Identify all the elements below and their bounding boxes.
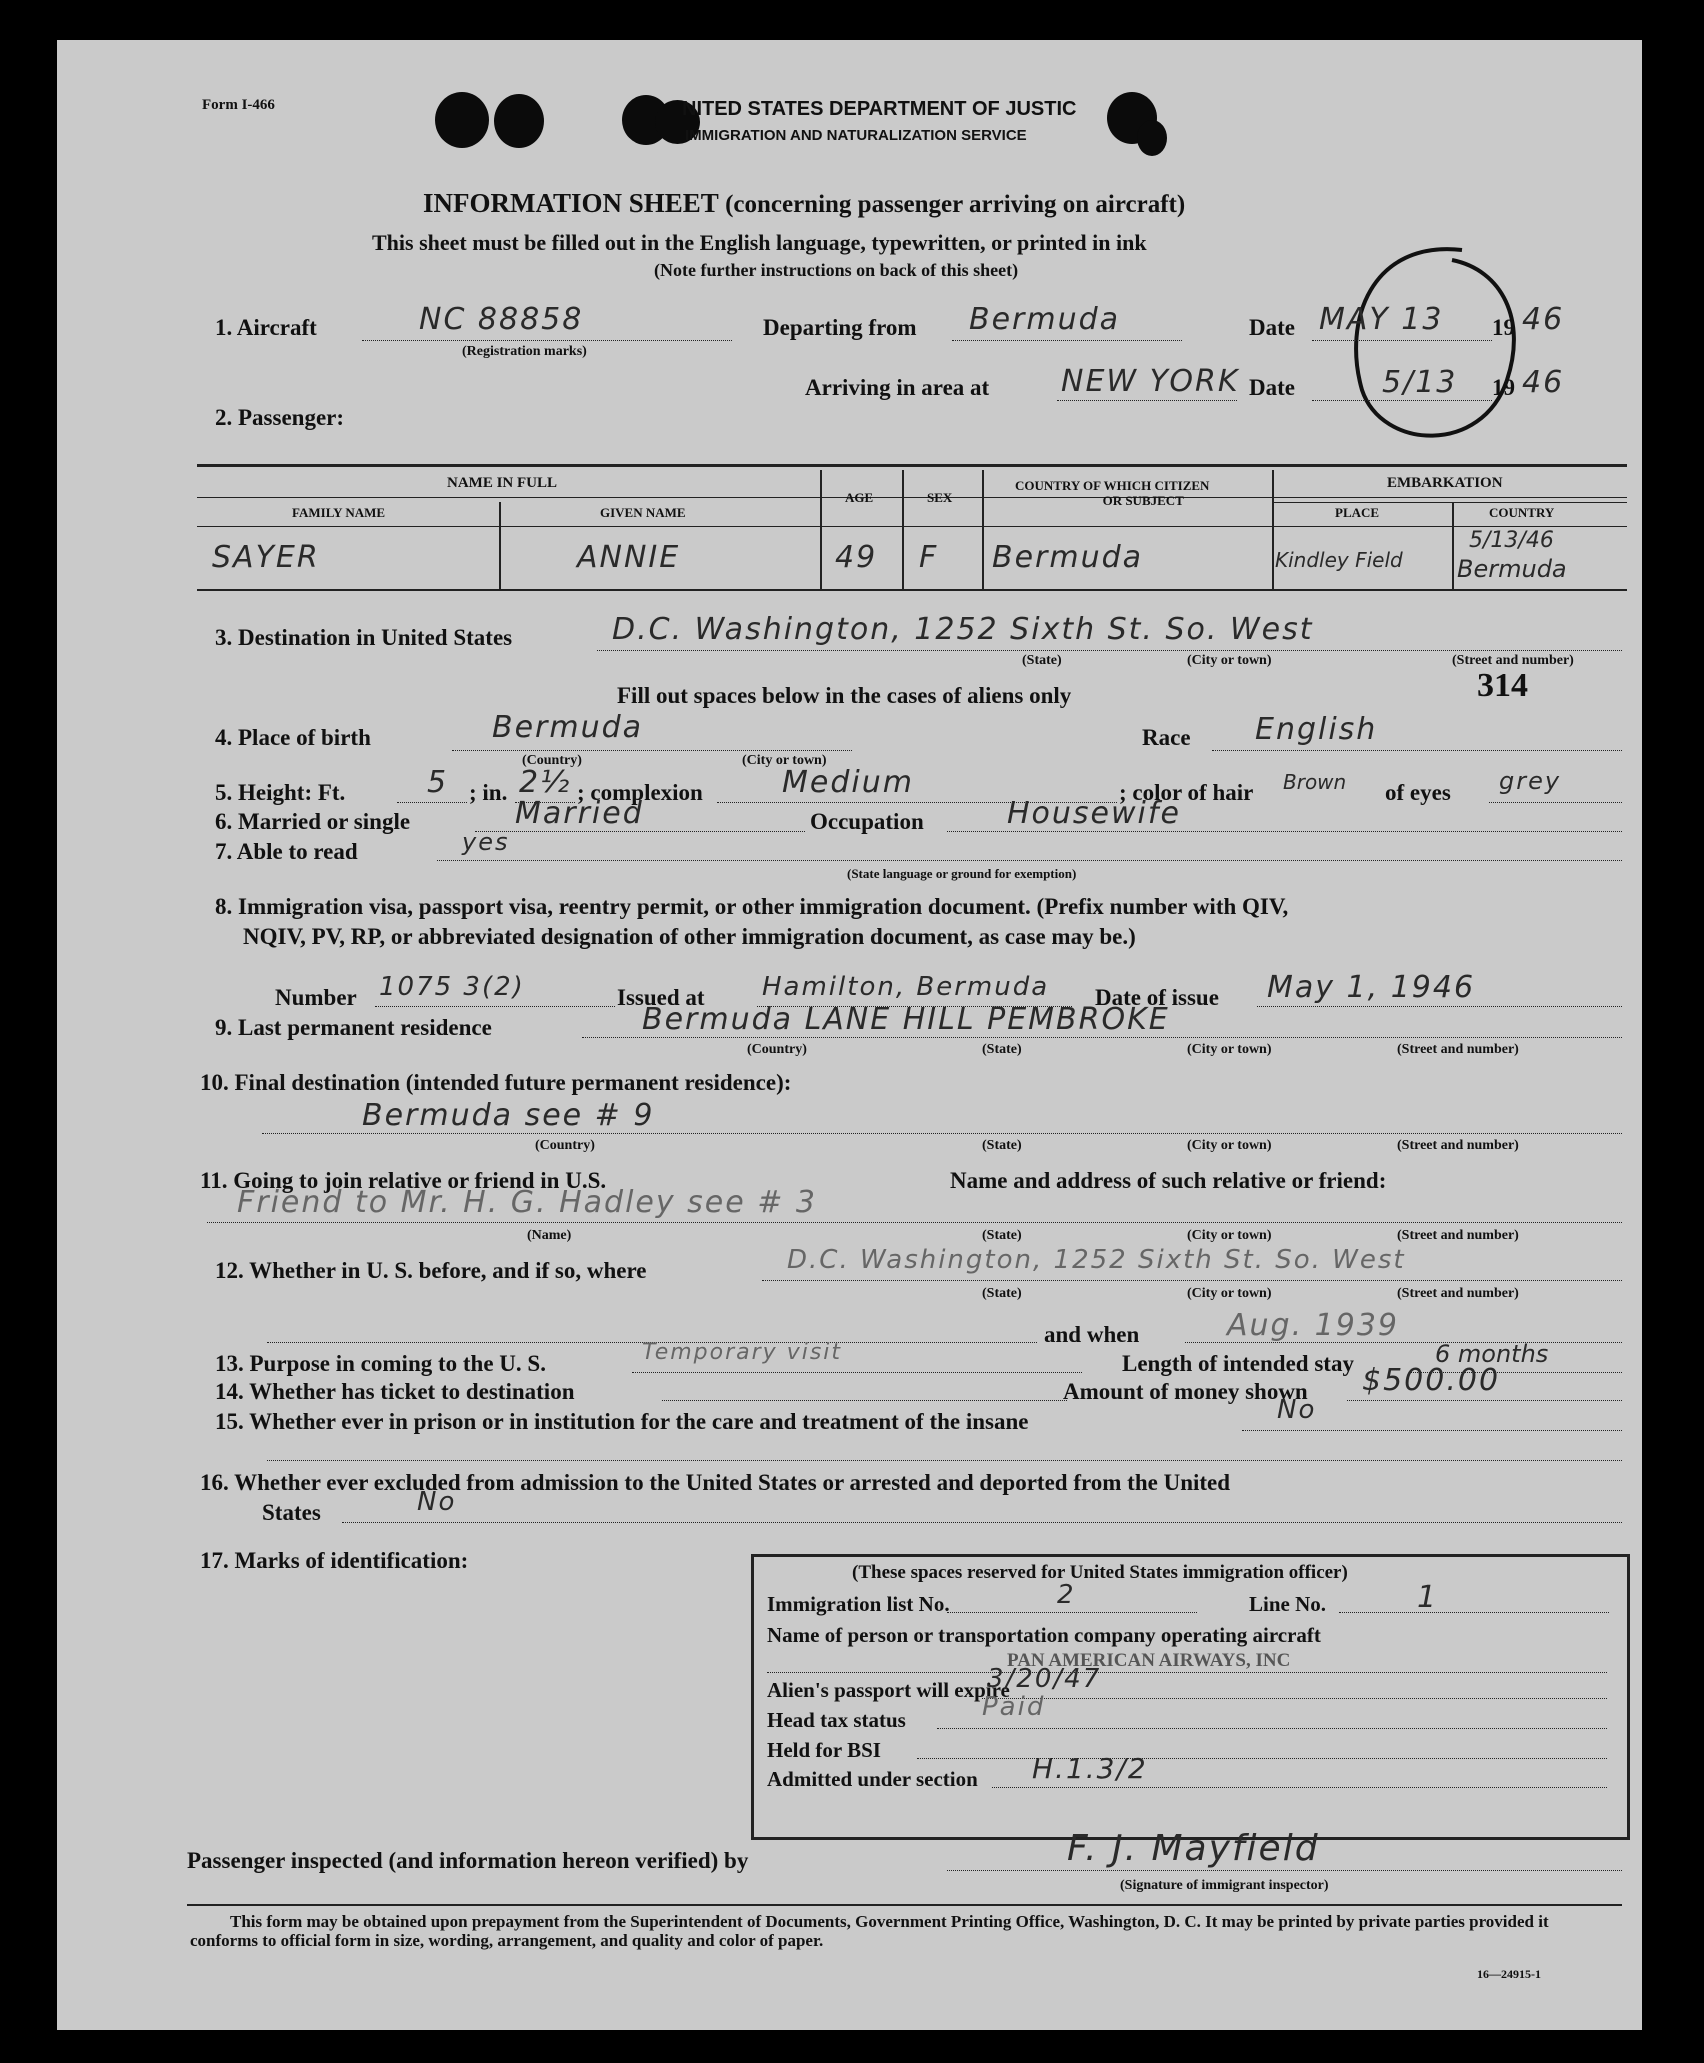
- page-title: [423, 188, 1185, 219]
- label-in-us-before: 12. Whether in U. S. before, and if so, where: [215, 1258, 647, 1283]
- service-title: IMMIGRATION AND NATURALIZATION SERVICE: [685, 127, 1027, 144]
- label-aircraft: 1. Aircraft: [215, 315, 317, 340]
- aliens-only-heading: Fill out spaces below in the cases of aliens only: [617, 683, 1072, 708]
- inspector-signature: F. J. Mayfield: [1067, 1828, 1320, 1869]
- label-head-tax: Head tax status: [767, 1708, 906, 1732]
- th-embarkation: EMBARKATION: [1387, 475, 1503, 491]
- th-family-name: FAMILY NAME: [292, 505, 386, 520]
- label-able-to-read: 7. Able to read: [215, 839, 358, 864]
- th-country-line2: OR SUBJECT: [1102, 493, 1184, 508]
- department-title: NITED STATES DEPARTMENT OF JUSTIC: [682, 98, 1077, 120]
- label-place-of-birth: 4. Place of birth: [215, 725, 371, 750]
- label-number: Number: [275, 985, 357, 1010]
- officer-box-heading: (These spaces reserved for United States immigration officer): [852, 1562, 1348, 1583]
- th-sex: SEX: [927, 490, 953, 505]
- cell-embark-country: Bermuda: [1457, 555, 1567, 583]
- issued-at-value: Hamilton, Bermuda: [762, 972, 1050, 1002]
- arrival-year-prefix: 19: [1492, 375, 1515, 400]
- cell-family-name: SAYER: [212, 540, 320, 575]
- title-sub: (concerning passenger arriving on aircraft): [725, 191, 1186, 218]
- label-relative-name-address: Name and address of such relative or friend:: [950, 1168, 1387, 1193]
- note-line: (Note further instructions on back of this sheet): [654, 260, 1019, 280]
- race-value: English: [1255, 712, 1378, 747]
- label-excluded-line2: States: [262, 1500, 321, 1525]
- arriving-in-value: NEW YORK: [1061, 364, 1240, 399]
- caption-state-language: (State language or ground for exemption): [847, 866, 1077, 881]
- caption-city-final: (City or town): [1187, 1138, 1272, 1153]
- label-money: Amount of money shown: [1063, 1379, 1308, 1404]
- caption-state-final: (State): [982, 1138, 1022, 1153]
- th-country: COUNTRY: [1489, 505, 1555, 520]
- label-purpose: 13. Purpose in coming to the U. S.: [215, 1351, 546, 1376]
- date-of-issue-value: May 1, 1946: [1267, 970, 1476, 1005]
- aircraft-registration: NC 88858: [419, 302, 584, 337]
- cell-age: 49: [835, 540, 878, 575]
- list-no-value: 2: [1057, 1580, 1076, 1610]
- footer-note: This form may be obtained upon prepayment from the Superintendent of Documents, Government Printing Office, Washington, D. C. It may be printed by private parties provided it conforms to official form in size, wording, arrangement, and quality and color of paper.: [190, 1912, 1549, 1950]
- cell-embark-date-note: 5/13/46: [1469, 528, 1554, 553]
- label-last-residence: 9. Last permanent residence: [215, 1015, 492, 1040]
- length-of-stay-value: 6 months: [1435, 1340, 1549, 1368]
- redaction-blot: [435, 92, 489, 148]
- admitted-under-value: H.1.3/2: [1032, 1752, 1148, 1785]
- relative-value: Friend to Mr. H. G. Hadley see # 3: [237, 1185, 818, 1220]
- label-height: 5. Height: Ft.: [215, 780, 346, 805]
- caption-registration: (Registration marks): [462, 344, 587, 359]
- destination-value: D.C. Washington, 1252 Sixth St. So. West: [612, 612, 1314, 647]
- cell-sex: F: [919, 540, 939, 575]
- caption-signature: (Signature of immigrant inspector): [1120, 1878, 1329, 1893]
- occupation-value: Housewife: [1007, 796, 1181, 831]
- place-of-birth-value: Bermuda: [492, 710, 644, 745]
- caption-country-residence: (Country): [747, 1042, 807, 1057]
- caption-name-relative: (Name): [527, 1228, 572, 1243]
- caption-street-final: (Street and number): [1397, 1138, 1519, 1153]
- label-occupation: Occupation: [810, 809, 924, 834]
- caption-street-residence: (Street and number): [1397, 1042, 1519, 1057]
- excluded-value: No: [417, 1487, 457, 1517]
- caption-street-relative: (Street and number): [1397, 1228, 1519, 1243]
- departure-year-value: 46: [1522, 302, 1565, 337]
- th-country-line1: COUNTRY OF WHICH CITIZEN: [1015, 478, 1210, 493]
- departure-date-value: MAY 13: [1319, 302, 1444, 337]
- label-length-of-stay: Length of intended stay: [1122, 1351, 1354, 1376]
- label-arriving-in: Arriving in area at: [805, 375, 990, 400]
- label-race: Race: [1142, 725, 1191, 750]
- label-ticket: 14. Whether has ticket to destination: [215, 1379, 575, 1404]
- passport-expire-value: 3/20/47: [987, 1664, 1102, 1694]
- label-immigration-list: Immigration list No.: [767, 1592, 950, 1616]
- th-country-citizen: [1015, 478, 1209, 508]
- cell-country-citizen: Bermuda: [992, 540, 1144, 575]
- th-given-name: GIVEN NAME: [600, 505, 686, 520]
- label-admitted-under: Admitted under section: [767, 1767, 978, 1791]
- label-marks: 17. Marks of identification:: [200, 1548, 469, 1573]
- label-immigration-visa-line1: 8. Immigration visa, passport visa, reentry permit, or other immigration document. (Prefix number with QIV,: [215, 894, 1289, 919]
- caption-country-birth: (Country): [522, 753, 582, 768]
- label-line-no: Line No.: [1249, 1592, 1327, 1616]
- head-tax-value: Paid: [982, 1692, 1046, 1722]
- label-inspected: Passenger inspected (and information hereon verified) by: [187, 1848, 749, 1873]
- in-us-before-value: D.C. Washington, 1252 Sixth St. So. West: [787, 1245, 1406, 1275]
- final-destination-value: Bermuda see # 9: [362, 1098, 655, 1133]
- caption-country-final: (Country): [535, 1138, 595, 1153]
- cell-given-name: ANNIE: [577, 540, 681, 575]
- height-inches-value: 2½: [519, 765, 572, 800]
- th-age: AGE: [845, 490, 874, 505]
- form-number: Form I-466: [202, 97, 275, 113]
- label-departing-from: Departing from: [763, 315, 917, 340]
- operating-company-value: PAN AMERICAN AIRWAYS, INC: [1007, 1650, 1291, 1671]
- arrival-date-value: 5/13: [1382, 365, 1458, 400]
- label-passport-expire: Alien's passport will expire: [767, 1678, 1010, 1702]
- departure-year-prefix: 19: [1492, 315, 1515, 340]
- label-color-of-hair: ; color of hair: [1119, 780, 1254, 805]
- label-excluded: 16. Whether ever excluded from admission to the United States or arrested and deported from the United: [200, 1470, 1231, 1495]
- date-stamp-circle: [1342, 240, 1532, 460]
- label-prison: 15. Whether ever in prison or in institution for the care and treatment of the insane: [215, 1409, 1029, 1434]
- label-eyes: of eyes: [1385, 780, 1451, 805]
- caption-city-birth: (City or town): [742, 753, 827, 768]
- redaction-blot: [494, 94, 544, 148]
- label-destination: 3. Destination in United States: [215, 625, 513, 650]
- hair-color-value: Brown: [1283, 770, 1347, 794]
- caption-city-before: (City or town): [1187, 1286, 1272, 1301]
- label-final-destination: 10. Final destination (intended future permanent residence):: [200, 1070, 792, 1095]
- last-residence-value: Bermuda LANE HILL PEMBROKE: [642, 1002, 1170, 1037]
- label-passenger: 2. Passenger:: [215, 405, 345, 430]
- label-inches: ; in.: [469, 780, 508, 805]
- form-sheet: [57, 40, 1642, 2030]
- visa-number-value: 1075 3(2): [379, 972, 525, 1002]
- redaction-blot: [1137, 120, 1167, 156]
- label-immigration-visa-line2: NQIV, PV, RP, or abbreviated designation of other immigration document, as case may be.): [243, 924, 1136, 949]
- purpose-value: Temporary visit: [642, 1340, 843, 1365]
- caption-city: (City or town): [1187, 653, 1272, 668]
- label-date-departure: Date: [1249, 315, 1295, 340]
- label-date-arrival: Date: [1249, 375, 1295, 400]
- caption-street: (Street and number): [1452, 653, 1574, 668]
- label-going-to-join: 11. Going to join relative or friend in U.S.: [200, 1168, 607, 1193]
- label-held-for-bsi: Held for BSI: [767, 1738, 881, 1762]
- prison-value: No: [1277, 1395, 1317, 1425]
- label-married: 6. Married or single: [215, 809, 411, 834]
- instruction-line: This sheet must be filled out in the English language, typewritten, or printed in ink: [372, 230, 1147, 255]
- caption-state-residence: (State): [982, 1042, 1022, 1057]
- caption-street-before: (Street and number): [1397, 1286, 1519, 1301]
- cell-embark-place: Kindley Field: [1275, 548, 1403, 572]
- label-date-of-issue: Date of issue: [1095, 985, 1219, 1010]
- line-no-value: 1: [1417, 1580, 1439, 1615]
- label-and-when: and when: [1044, 1322, 1140, 1347]
- label-complexion: ; complexion: [577, 780, 703, 805]
- complexion-value: Medium: [782, 765, 914, 800]
- label-immigration-visa: [215, 894, 1288, 954]
- caption-state: (State): [1022, 653, 1062, 668]
- th-name-in-full: NAME IN FULL: [447, 475, 558, 491]
- able-to-read-value: yes: [462, 828, 510, 856]
- th-place: PLACE: [1335, 505, 1380, 520]
- title-main: INFORMATION SHEET: [423, 188, 719, 218]
- and-when-value: Aug. 1939: [1227, 1308, 1399, 1343]
- caption-state-before: (State): [982, 1286, 1022, 1301]
- label-issued-at: Issued at: [617, 985, 705, 1010]
- caption-city-relative: (City or town): [1187, 1228, 1272, 1243]
- stamp-number: 314: [1477, 667, 1528, 704]
- arrival-year-value: 46: [1522, 365, 1565, 400]
- departing-from-value: Bermuda: [969, 302, 1121, 337]
- money-value: $500.00: [1362, 1363, 1501, 1398]
- married-value: Married: [515, 796, 644, 831]
- eyes-value: grey: [1499, 767, 1562, 795]
- label-operating-company: Name of person or transportation company operating aircraft: [767, 1623, 1321, 1647]
- caption-state-relative: (State): [982, 1228, 1022, 1243]
- caption-city-residence: (City or town): [1187, 1042, 1272, 1057]
- height-feet-value: 5: [427, 765, 449, 800]
- print-code: 16—24915-1: [1477, 1967, 1541, 1981]
